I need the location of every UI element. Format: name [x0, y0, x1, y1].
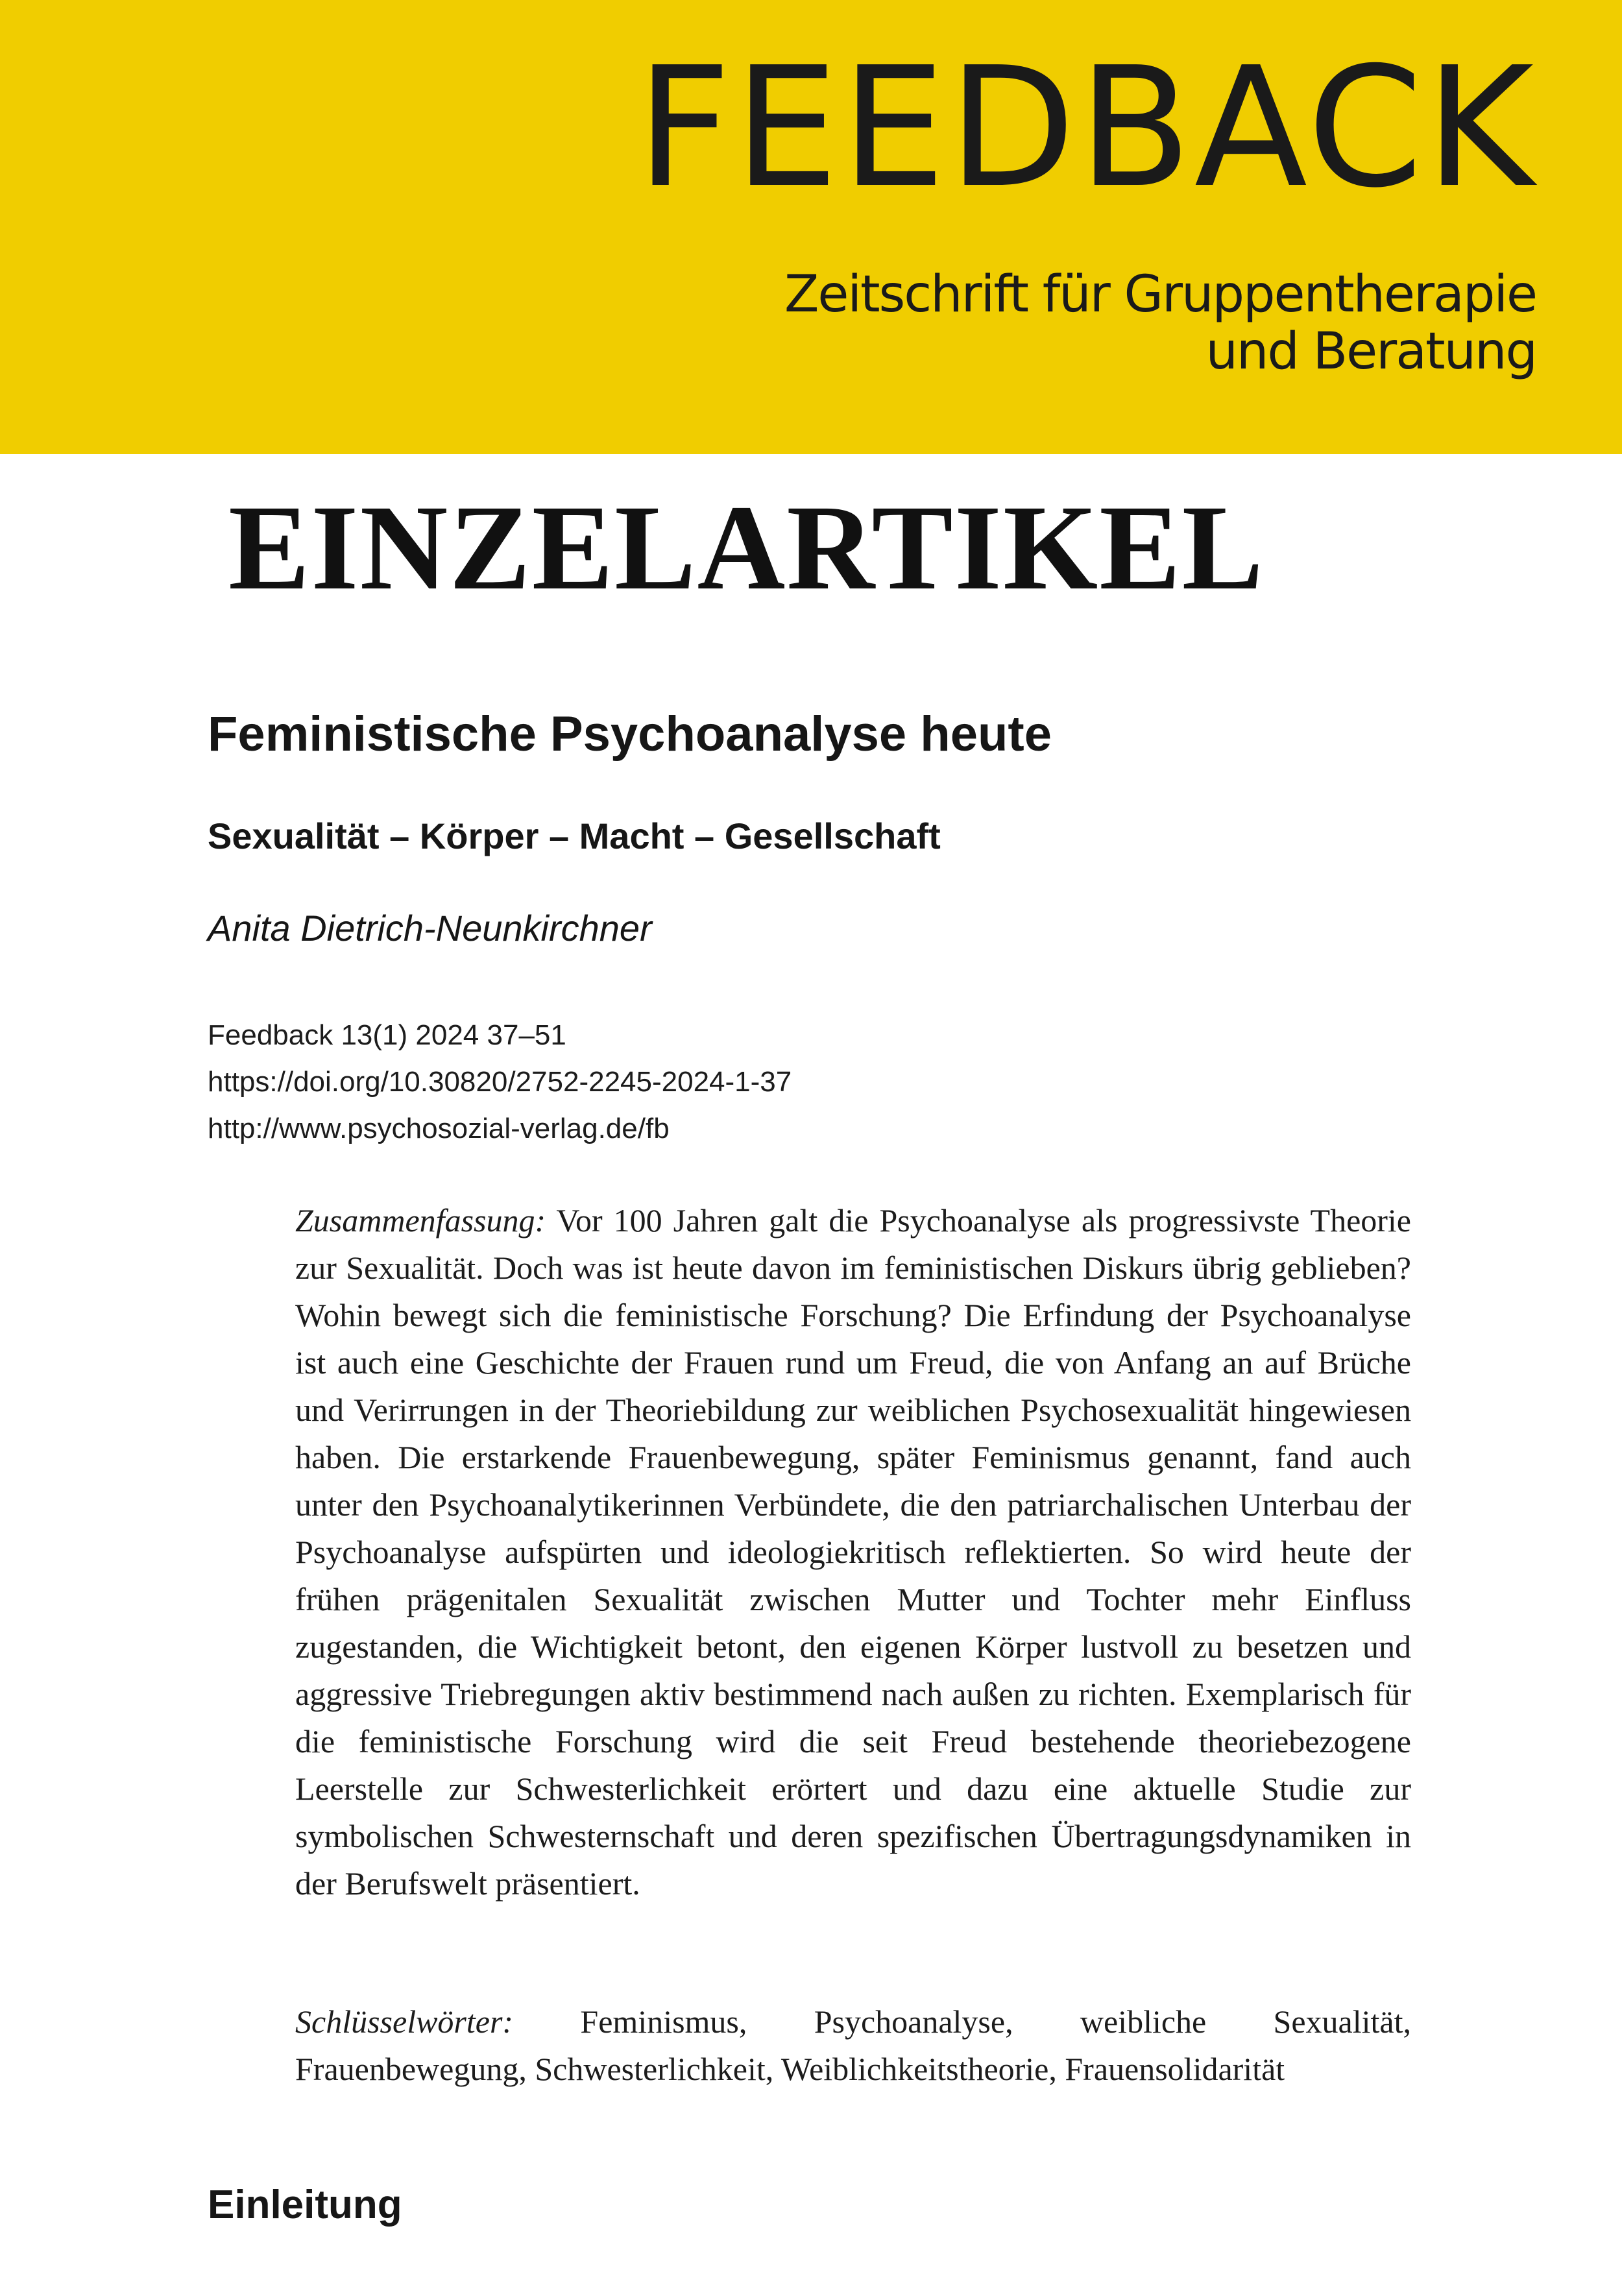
publisher-link[interactable]: http://www.psychosozial-verlag.de/fb [208, 1113, 670, 1144]
article-title: Feministische Psychoanalyse heute [208, 707, 1052, 762]
abstract-label: Zusammenfassung: [295, 1202, 546, 1239]
doi-link[interactable]: https://doi.org/10.30820/2752-2245-2024-1-37 [208, 1066, 792, 1098]
article-subtitle: Sexualität – Körper – Macht – Gesellschaft [208, 816, 941, 856]
article-meta [208, 1012, 792, 1152]
journal-title: FEEDBACK [636, 32, 1536, 224]
abstract [295, 1197, 1411, 1907]
journal-banner [0, 0, 1622, 454]
journal-subtitle-line-1: Zeitschrift für Gruppentherapie [784, 265, 1536, 324]
citation: Feedback 13(1) 2024 37–51 [208, 1019, 566, 1051]
keywords-text: Feminismus, Psychoanalyse, weibliche Sexualität, Frauenbewegung, Schwesterlichkeit, Weiblichkeitstheorie, Frauensolidarität [295, 2003, 1411, 2087]
section-label: EINZELARTIKEL [228, 479, 1265, 615]
journal-subtitle [784, 266, 1536, 380]
author: Anita Dietrich-Neunkirchner [208, 908, 652, 949]
keywords [295, 1998, 1411, 2093]
keywords-label: Schlüsselwörter: [295, 2003, 514, 2040]
section-heading: Einleitung [208, 2182, 402, 2227]
journal-subtitle-line-2: und Beratung [1205, 322, 1536, 381]
abstract-text: Vor 100 Jahren galt die Psychoanalyse als progressivste Theorie zur Sexualität. Doch was ist heute davon im feministischen Diskurs übrig geblieben? Wohin bewegt sich die feministische Forschung? Die Erfindung der Psychoanalyse ist auch eine Geschichte der Frauen rund um Freud, die von Anfang an auf Brüche und Verirrungen in der Theoriebildung zur weiblichen Psychosexualität hingewiesen haben. Die erstarkende Frauenbewegung, später Feminismus genannt, fand auch unter den Psychoanalytikerinnen Verbündete, die den patriarchalischen Unterbau der Psychoanalyse aufspürten und ideologiekritisch reflektierten. So wird heute der frühen prägenitalen Sexualität zwischen Mutter und Tochter mehr Einfluss zugestanden, die Wichtigkeit betont, den eigenen Körper lustvoll zu besetzen und aggressive Triebregungen aktiv bestimmend nach außen zu richten. Exemplarisch für die feministische Forschung wird die seit Freud bestehende theoriebezogene Leerstelle zur Schwesterlichkeit erörtert und dazu eine aktuelle Studie zur symbolischen Schwesternschaft und deren spezifischen Übertragungsdynamiken in der Berufswelt präsentiert. [295, 1202, 1411, 1902]
